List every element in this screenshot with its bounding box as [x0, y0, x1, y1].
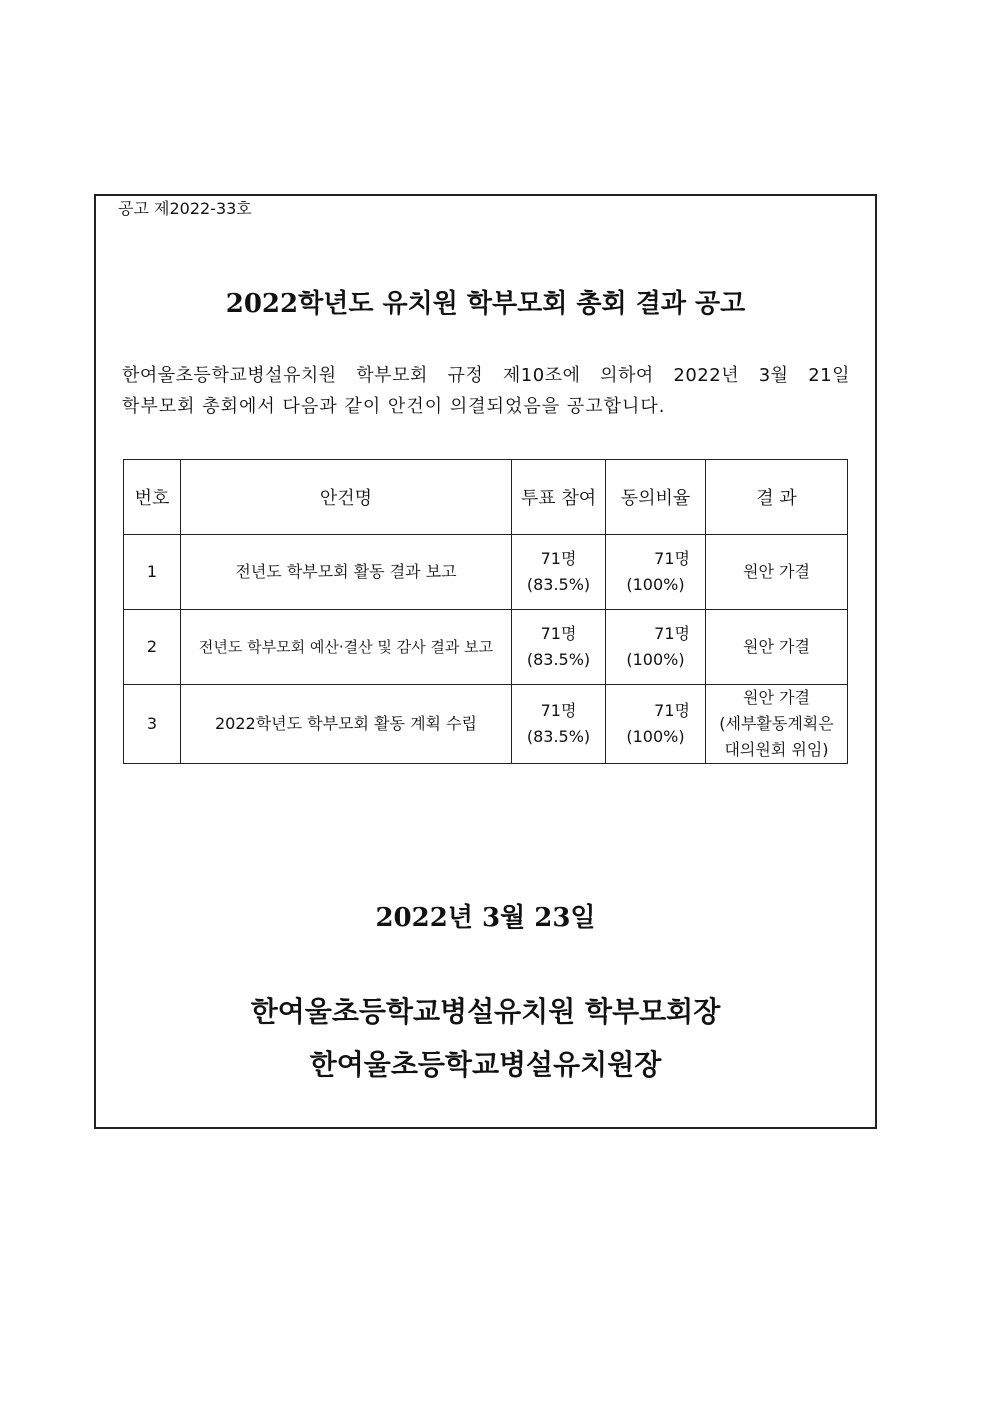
table-row: [124, 610, 848, 685]
vote-percent: (83.5%): [526, 650, 591, 669]
header-agenda-name: 안건명: [181, 460, 512, 535]
agree-count: 71명: [654, 701, 690, 720]
agreement-ratio: [606, 685, 706, 764]
agree-percent: (100%): [626, 650, 685, 669]
agree-count: 71명: [654, 549, 690, 568]
result: [706, 535, 848, 610]
vote-count: 71명: [540, 701, 577, 720]
document-title: 2022학년도 유치원 학부모회 총회 결과 공고: [225, 289, 746, 319]
header-result: 결 과: [706, 460, 848, 535]
intro-paragraph: [122, 360, 850, 422]
agreement-ratio: [606, 535, 706, 610]
row-number: 3: [124, 685, 181, 764]
header-vote-participation: 투표 참여: [512, 460, 606, 535]
agree-percent: (100%): [626, 575, 685, 594]
vote-participation: [512, 535, 606, 610]
vote-percent: (83.5%): [526, 575, 591, 594]
table-row: [124, 535, 848, 610]
intro-line-1: 한여울초등학교병설유치원 학부모회 규정 제10조에 의하여 2022년 3월 21일: [122, 365, 850, 386]
agree-count: 71명: [654, 624, 690, 643]
result: [706, 685, 848, 764]
vote-participation: [512, 685, 606, 764]
table-row: [124, 685, 848, 764]
vote-count: 71명: [540, 624, 577, 643]
signatory-parents-association: 한여울초등학교병설유치원 학부모회장: [250, 995, 721, 1028]
agenda-name: 전년도 학부모회 예산·결산 및 감사 결과 보고: [181, 610, 512, 685]
result-line: 대의원회 위임): [724, 740, 829, 759]
result-line: 원안 가결: [743, 562, 810, 581]
row-number: 1: [124, 535, 181, 610]
announcement-date: 2022년 3월 23일: [375, 903, 596, 933]
table-header-row: [124, 460, 848, 535]
notice-number: 공고 제2022-33호: [118, 199, 252, 218]
agenda-table: [123, 459, 848, 764]
agree-percent: (100%): [626, 727, 685, 746]
intro-line-2: 학부모회 총회에서 다음과 같이 안건이 의결되었음을 공고합니다.: [122, 396, 666, 417]
signatory-principal: 한여울초등학교병설유치원장: [309, 1048, 662, 1081]
vote-participation: [512, 610, 606, 685]
vote-percent: (83.5%): [526, 727, 591, 746]
agreement-ratio: [606, 610, 706, 685]
agenda-name: 2022학년도 학부모회 활동 계획 수립: [181, 685, 512, 764]
row-number: 2: [124, 610, 181, 685]
agenda-name: 전년도 학부모회 활동 결과 보고: [181, 535, 512, 610]
vote-count: 71명: [540, 549, 577, 568]
header-number: 번호: [124, 460, 181, 535]
result-line: 원안 가결: [743, 688, 810, 707]
header-agreement-ratio: 동의비율: [606, 460, 706, 535]
result: [706, 610, 848, 685]
result-line: 원안 가결: [743, 637, 810, 656]
result-line: (세부활동계획은: [719, 714, 834, 733]
